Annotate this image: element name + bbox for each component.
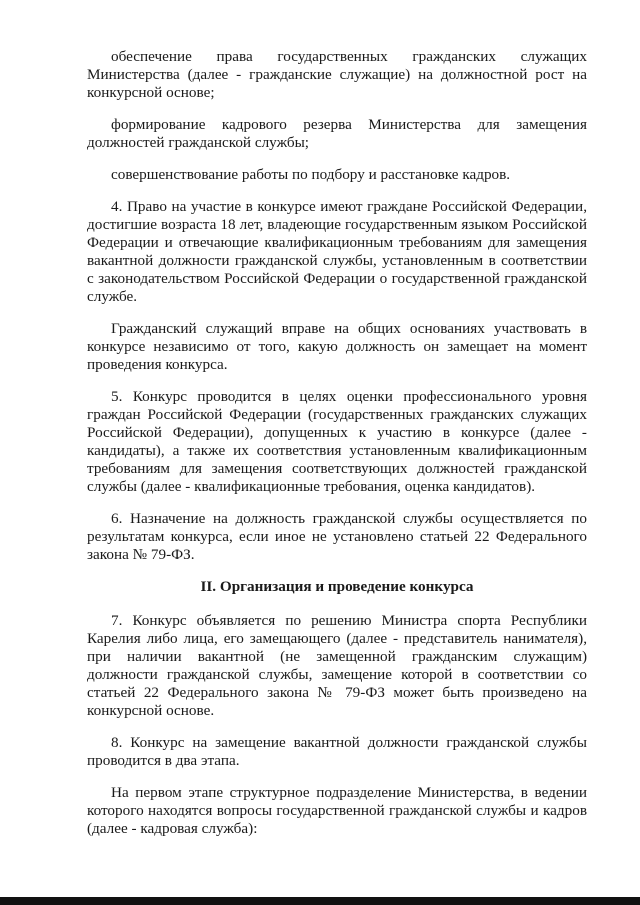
paragraph-item-8: 8. Конкурс на замещение вакантной должности гражданской службы проводится в два этапа.	[87, 734, 587, 769]
paragraph-personnel-reserve: формирование кадрового резерва Министерства для замещения должностей гражданской службы;	[87, 116, 587, 151]
paragraph-first-stage: На первом этапе структурное подразделение Министерства, в ведении которого находятся вопросы государственной гражданской службы и кадров (далее - кадровая служба):	[87, 784, 587, 837]
paragraph-civil-servant-right: Гражданский служащий вправе на общих основаниях участвовать в конкурсе независимо от того, какую должность он замещает на момент проведения конкурса.	[87, 320, 587, 373]
page-bottom-edge	[0, 897, 640, 905]
paragraph-career-growth: обеспечение права государственных гражданских служащих Министерства (далее - гражданские служащие) на должностной рост на конкурсной основе;	[87, 48, 587, 101]
paragraph-item-7: 7. Конкурс объявляется по решению Министра спорта Республики Карелия либо лица, его замещающего (далее - представитель нанимателя), при наличии вакантной (не замещенной гражданским служащим) должности гражданской службы, замещение которой в соответствии со статьей 22 Федерального закона № 79-ФЗ может быть произведено на конкурсной основе.	[87, 612, 587, 719]
paragraph-item-5: 5. Конкурс проводится в целях оценки профессионального уровня граждан Российской Федерации (государственных гражданских служащих Российской Федерации), допущенных к участию в конкурсе (далее - кандидаты), а также их соответствия установленным квалификационным требованиям для замещения соответствующих должностей гражданской службы (далее - квалификационные требования, оценка кандидатов).	[87, 388, 587, 495]
section-heading: II. Организация и проведение конкурса	[200, 578, 474, 595]
paragraph-item-6: 6. Назначение на должность гражданской службы осуществляется по результатам конкурса, если иное не установлено статьей 22 Федерального закона № 79-ФЗ.	[87, 510, 587, 563]
document-page	[87, 48, 587, 852]
paragraph-recruitment-improvement: совершенствование работы по подбору и расстановке кадров.	[111, 166, 511, 183]
paragraph-item-4: 4. Право на участие в конкурсе имеют граждане Российской Федерации, достигшие возраста 18 лет, владеющие государственным языком Российской Федерации и отвечающие квалификационным требованиям для замещения вакантной должности гражданской службы, установленным в соответствии с законодательством Российской Федерации о государственной гражданской службе.	[87, 198, 587, 305]
